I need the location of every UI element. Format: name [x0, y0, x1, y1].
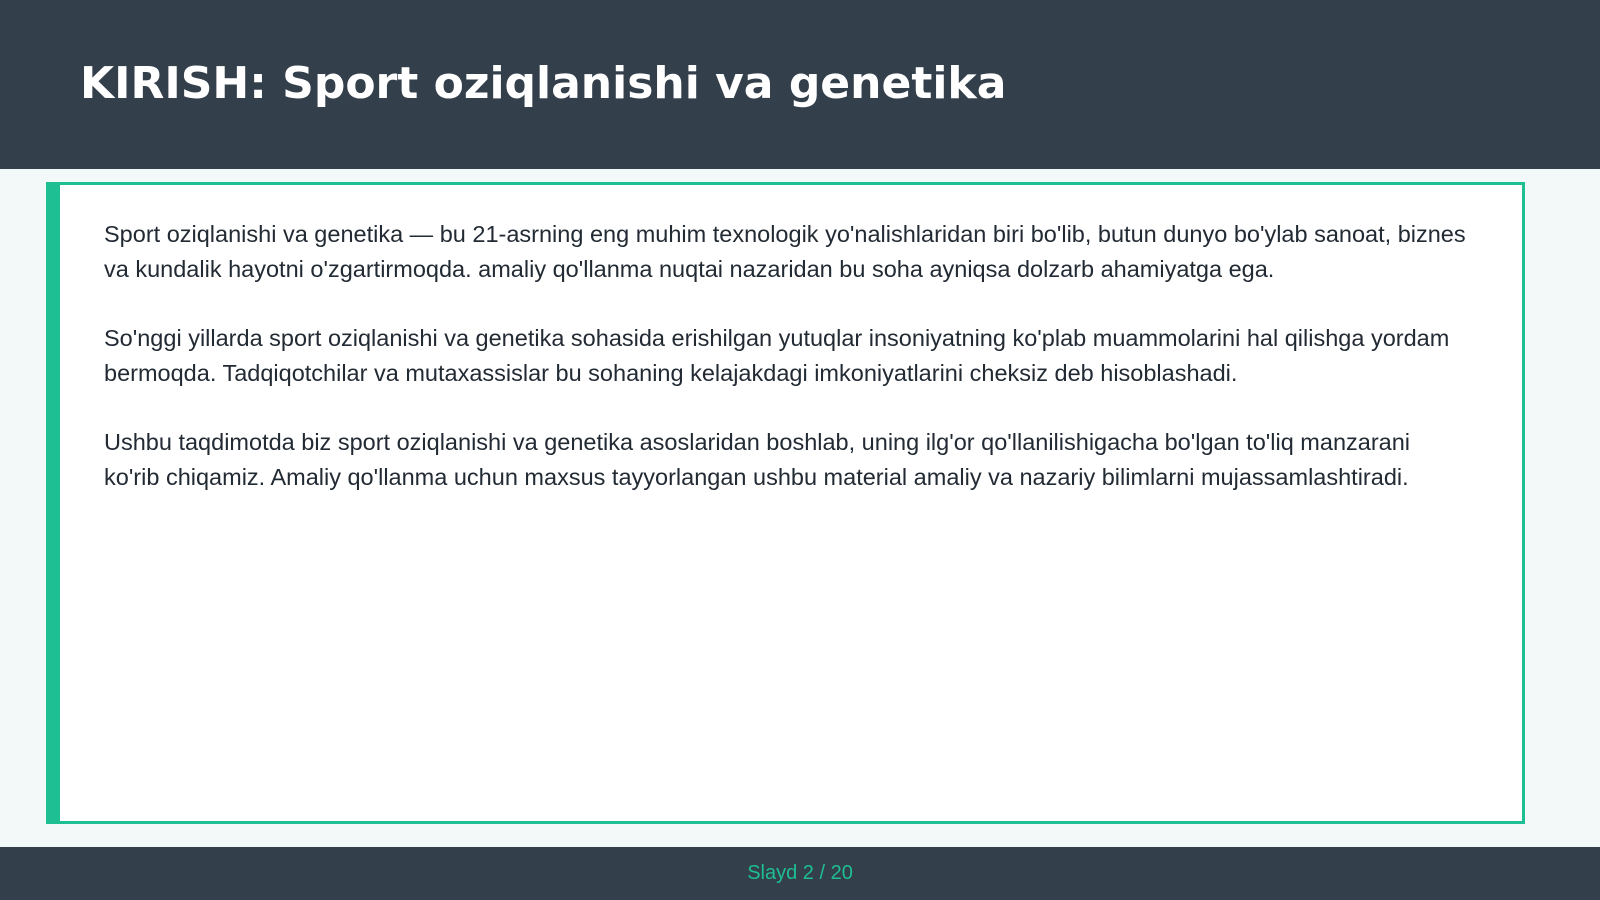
slide-title: KIRISH: Sport oziqlanishi va genetika: [80, 58, 1007, 109]
slide-header: [0, 0, 1600, 169]
paragraph-1: Sport oziqlanishi va genetika — bu 21-asrning eng muhim texnologik yo'nalishlaridan biri bo'lib, butun dunyo bo'ylab sanoat, biznes va kundalik hayotni o'zgartirmoqda. amaliy qo'llanma nuqtai nazaridan bu soha ayniqsa dolzarb ahamiyatga ega.: [104, 221, 1466, 282]
slide-footer: [0, 847, 1600, 900]
paragraph-2: So'nggi yillarda sport oziqlanishi va genetika sohasida erishilgan yutuqlar insoniyatning ko'plab muammolarini hal qilishga yordam bermoqda. Tadqiqotchilar va mutaxassislar bu sohaning kelajakdagi imkoniyatlarini cheksiz deb hisoblashadi.: [104, 325, 1450, 386]
slide-counter: Slayd 2 / 20: [747, 862, 853, 884]
content-card: [46, 182, 1525, 824]
paragraph-3: Ushbu taqdimotda biz sport oziqlanishi va genetika asoslaridan boshlab, uning ilg'or qo'llanilishigacha bo'lgan to'liq manzarani ko'rib chiqamiz. Amaliy qo'llanma uchun maxsus tayyorlangan ushbu material amaliy va nazariy bilimlarni mujassamlashtiradi.: [104, 429, 1411, 490]
text-body: [104, 217, 1468, 529]
